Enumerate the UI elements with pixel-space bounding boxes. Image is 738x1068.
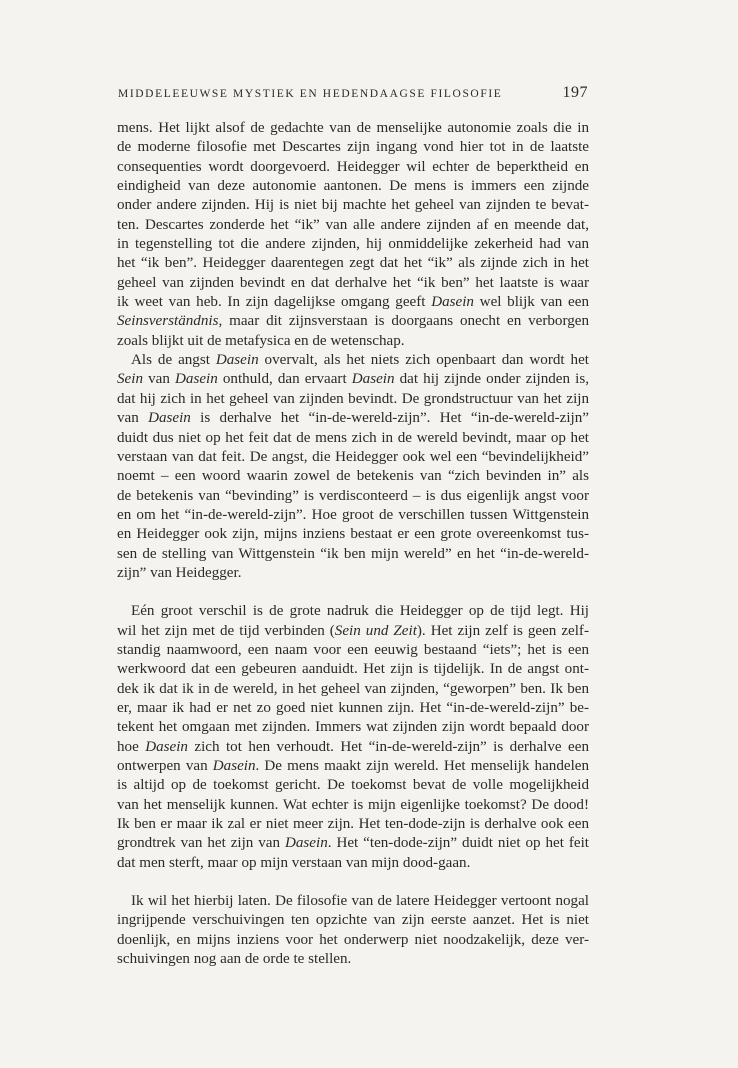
- running-header: [118, 84, 588, 102]
- text-line: Seinsverständnis, maar dit zijnsverstaan is doorgaans onecht en verborgen: [117, 313, 589, 330]
- text-line: schuivingen nog aan de orde te stellen.: [117, 951, 352, 968]
- text-line: hoe Dasein zich tot hen verhoudt. Het “in-de-wereld-zijn” is derhalve een: [117, 738, 589, 755]
- text-line: mens. Het lijkt alsof de gedachte van de menselijke autonomie zoals die in: [117, 120, 589, 136]
- text-line: wil het zijn met de tijd verbinden (Sein und Zeit). Het zijn zelf is geen zelf-: [117, 622, 589, 639]
- text-line: van het menselijk kunnen. Wat echter is mijn eigenlijke toekomst? De dood!: [117, 796, 589, 813]
- text-line: Als de angst Dasein overvalt, als het niets zich openbaart dan wordt het: [131, 352, 589, 369]
- text-line: en om het “in-de-wereld-zijn”. Hoe groot de verschillen tussen Wittgenstein: [117, 506, 589, 523]
- text-line: doenlijk, en mijns inziens voor het onderwerp niet noodzakelijk, deze ver-: [117, 931, 589, 948]
- text-line: grondtrek van het zijn van Dasein. Het “ten-dode-zijn” duidt niet op het feit: [117, 835, 589, 852]
- text-line: en Heidegger ook zijn, mijns inziens bestaat er een grote overeenkomst tus-: [117, 526, 589, 543]
- section-break: [117, 583, 589, 602]
- text-line: tekent het omgaan met zijnden. Immers wat zijnden zijn wordt bepaald door: [117, 719, 589, 736]
- text-line: geheel van zijnden bevindt en dat derhalve het “ik ben” het laatste is waar: [117, 274, 589, 291]
- text-line: consequenties wordt doorgevoerd. Heidegger wil echter de beperktheid en: [117, 158, 589, 175]
- text-line: Ik wil het hierbij laten. De filosofie van de latere Heidegger vertoont nogal: [131, 893, 589, 910]
- text-line: werkwoord dat een gebeuren aanduidt. Het zijn is tijdelijk. In de angst ont-: [117, 661, 589, 678]
- text-line: standig naamwoord, een naam voor een eeuwig bestaand “iets”; het is een: [117, 641, 589, 658]
- text-line: er, maar ik had er net zo goed niet kunnen zijn. Het “in-de-wereld-zijn” be-: [117, 699, 589, 716]
- text-line: Ik ben er maar ik zal er niet meer zijn. Het ten-dode-zijn is derhalve ook een: [117, 816, 589, 833]
- text-line: eindigheid van deze autonomie aantonen. De mens is immers een zijnde: [117, 178, 589, 195]
- paragraph-3: [117, 602, 589, 873]
- text-line: ten. Descartes zonderde het “ik” van alle andere zijnden af en meende dat,: [117, 216, 589, 233]
- text-line: verstaan van dat feit. De angst, die Heidegger ook wel een “bevindelijkheid”: [117, 448, 589, 465]
- text-line: zoals blijkt uit de metafysica en de wetenschap.: [117, 332, 405, 349]
- paragraph-2: [117, 351, 589, 583]
- body-text: [117, 119, 589, 969]
- text-line: Sein van Dasein onthuld, dan ervaart Dasein dat hij zijnde onder zijnden is,: [117, 371, 589, 388]
- text-line: noemt – een woord waarin zowel de betekenis van “zich bevinden in” als: [117, 468, 589, 485]
- paragraph-4: [117, 892, 589, 969]
- text-line: Eén groot verschil is de grote nadruk die Heidegger op de tijd legt. Hij: [131, 603, 589, 620]
- text-line: sen de stelling van Wittgenstein “ik ben mijn wereld” en het “in-de-wereld-: [117, 545, 589, 562]
- text-line: ontwerpen van Dasein. De mens maakt zijn wereld. Het menselijk handelen: [117, 758, 590, 774]
- text-line: het “ik ben”. Heidegger daarentegen zegt dat het “ik” als zijnde zich in het: [117, 255, 589, 272]
- running-title: MIDDELEEUWSE MYSTIEK EN HEDENDAAGSE FILOSOFIE: [118, 88, 503, 100]
- text-line: dat hij zich in het geheel van zijnden bevindt. De grondstructuur van het zijn: [117, 390, 589, 407]
- page-number: 197: [562, 84, 588, 101]
- text-line: is altijd op de toekomst gericht. De toekomst bevat de volle mogelijkheid: [117, 777, 589, 794]
- text-line: de moderne filosofie met Descartes zijn ingang vond hier tot in de laatste: [117, 139, 589, 156]
- text-line: duidt dus niet op het feit dat de mens zich in de wereld bevindt, maar op het: [117, 429, 589, 446]
- text-line: onder andere zijnden. Hij is niet bij machte het geheel van zijnden te bevat-: [117, 197, 589, 214]
- section-break: [117, 873, 589, 892]
- text-line: ingrijpende verschuivingen ten opzichte van zijn eerste aanzet. Het is niet: [117, 912, 589, 929]
- text-line: dat men sterft, maar op mijn verstaan van mijn dood-gaan.: [117, 854, 471, 871]
- paragraph-1: [117, 119, 589, 351]
- text-line: zijn” van Heidegger.: [117, 564, 242, 581]
- text-line: in tegenstelling tot die andere zijnden, hij onmiddelijke zekerheid had van: [117, 236, 589, 253]
- text-line: van Dasein is derhalve het “in-de-wereld-zijn”. Het “in-de-wereld-zijn”: [117, 410, 589, 427]
- text-line: ik weet van heb. In zijn dagelijkse omgang geeft Dasein wel blijk van een: [117, 294, 589, 311]
- text-line: de betekenis van “bevinding” is verdisconteerd – is dus eigenlijk angst voor: [117, 487, 589, 504]
- text-line: dek ik dat ik in de wereld, in het geheel van zijnden, “geworpen” ben. Ik ben: [117, 680, 589, 697]
